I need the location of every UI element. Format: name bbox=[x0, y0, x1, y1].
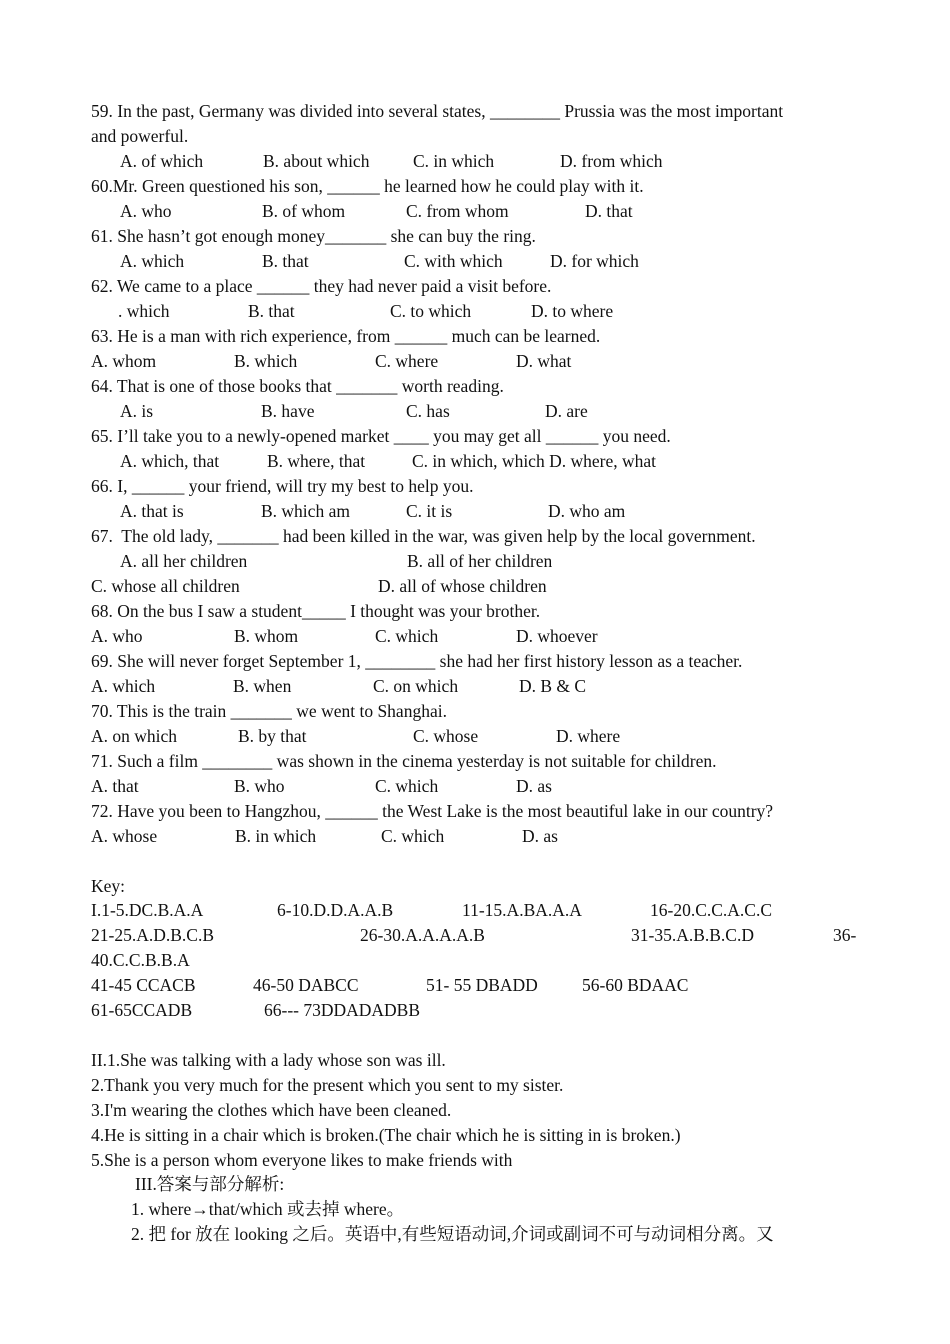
option-a: A. of which bbox=[120, 151, 204, 171]
option-d: D. B & C bbox=[519, 676, 587, 696]
section3-title-line bbox=[0, 1172, 950, 1197]
question-59-continued bbox=[0, 124, 950, 149]
question-text: 66. I, ______ your friend, will try my best to help you. bbox=[91, 476, 474, 496]
option-b: B. when bbox=[233, 676, 292, 696]
option-c: C. to which bbox=[390, 301, 472, 321]
key-row-5 bbox=[0, 998, 950, 1023]
option-cd: C. in which, which D. where, what bbox=[412, 451, 656, 471]
question-text-continued: and powerful. bbox=[91, 126, 189, 146]
options-61 bbox=[0, 249, 950, 274]
key-row-4 bbox=[0, 973, 950, 998]
question-text: 61. She hasn’t got enough money_______ she can buy the ring. bbox=[91, 226, 536, 246]
key-title bbox=[0, 874, 950, 899]
explanation-text: 1. where→that/which 或去掉 where。 bbox=[131, 1199, 405, 1219]
option-b: B. about which bbox=[263, 151, 370, 171]
section3-item bbox=[0, 1197, 950, 1222]
option-c: C. which bbox=[381, 826, 445, 846]
options-68 bbox=[0, 624, 950, 649]
options-62 bbox=[0, 299, 950, 324]
key-entry: 51- 55 DBADD bbox=[426, 975, 538, 995]
section2-line bbox=[0, 1123, 950, 1148]
option-c: C. it is bbox=[406, 501, 453, 521]
section2-line bbox=[0, 1098, 950, 1123]
option-d: D. who am bbox=[548, 501, 626, 521]
option-d: D. to where bbox=[531, 301, 614, 321]
key-row-1 bbox=[0, 898, 950, 923]
answer-sentence: 3.I'm wearing the clothes which have been cleaned. bbox=[91, 1100, 452, 1120]
option-d: D. all of whose children bbox=[378, 576, 547, 596]
question-61 bbox=[0, 224, 950, 249]
option-d: D. as bbox=[516, 776, 552, 796]
option-d: D. are bbox=[545, 401, 588, 421]
option-a: A. that bbox=[91, 776, 139, 796]
answer-sentence: 5.She is a person whom everyone likes to make friends with bbox=[91, 1150, 513, 1170]
key-entry: 66--- 73DDADADBB bbox=[264, 1000, 421, 1020]
question-72 bbox=[0, 799, 950, 824]
question-71 bbox=[0, 749, 950, 774]
key-entry: 36- bbox=[833, 925, 857, 945]
question-text: 67. The old lady, _______ had been killed in the war, was given help by the local government. bbox=[91, 526, 756, 546]
option-d: D. that bbox=[585, 201, 633, 221]
options-59 bbox=[0, 149, 950, 174]
option-b: B. in which bbox=[235, 826, 317, 846]
section3-item bbox=[0, 1222, 950, 1247]
option-c: C. has bbox=[406, 401, 450, 421]
option-a: A. which bbox=[91, 676, 156, 696]
key-row-3 bbox=[0, 948, 950, 973]
option-b: B. that bbox=[248, 301, 295, 321]
question-text: 65. I’ll take you to a newly-opened market ____ you may get all ______ you need. bbox=[91, 426, 671, 446]
answer-sentence: II.1.She was talking with a lady whose son was ill. bbox=[91, 1050, 446, 1070]
key-entry: 46-50 DABCC bbox=[253, 975, 359, 995]
option-b: B. who bbox=[234, 776, 285, 796]
options-71 bbox=[0, 774, 950, 799]
options-64 bbox=[0, 399, 950, 424]
section2-line bbox=[0, 1148, 950, 1173]
option-b: B. whom bbox=[234, 626, 299, 646]
options-66 bbox=[0, 499, 950, 524]
explanation-text: 2. 把 for 放在 looking 之后。英语中,有些短语动词,介词或副词不可与动词相分离。又 bbox=[131, 1224, 774, 1244]
key-entry: 56-60 BDAAC bbox=[582, 975, 689, 995]
question-text: 72. Have you been to Hangzhou, ______ the West Lake is the most beautiful lake in our country? bbox=[91, 801, 774, 821]
options-65 bbox=[0, 449, 950, 474]
option-a: A. whose bbox=[91, 826, 158, 846]
answer-sentence: 2.Thank you very much for the present which you sent to my sister. bbox=[91, 1075, 564, 1095]
option-c: C. from whom bbox=[406, 201, 509, 221]
section3-title: III.答案与部分解析: bbox=[135, 1174, 285, 1194]
option-c: C. with which bbox=[404, 251, 503, 271]
section2-line bbox=[0, 1073, 950, 1098]
question-64 bbox=[0, 374, 950, 399]
options-67-cd bbox=[0, 574, 950, 599]
option-d: D. for which bbox=[550, 251, 639, 271]
option-b: B. that bbox=[262, 251, 309, 271]
question-59 bbox=[0, 99, 950, 124]
option-d: D. as bbox=[522, 826, 558, 846]
option-a: A. whom bbox=[91, 351, 157, 371]
options-63 bbox=[0, 349, 950, 374]
option-d: D. whoever bbox=[516, 626, 598, 646]
option-a: A. all her children bbox=[120, 551, 248, 571]
options-67-ab bbox=[0, 549, 950, 574]
option-a: A. which, that bbox=[120, 451, 220, 471]
option-c: C. where bbox=[375, 351, 439, 371]
option-a: A. that is bbox=[120, 501, 184, 521]
option-b: B. all of her children bbox=[407, 551, 553, 571]
question-67 bbox=[0, 524, 950, 549]
question-68 bbox=[0, 599, 950, 624]
key-entry: 16-20.C.C.A.C.C bbox=[650, 900, 773, 920]
option-a: A. which bbox=[120, 251, 185, 271]
options-72 bbox=[0, 824, 950, 849]
option-b: B. of whom bbox=[262, 201, 346, 221]
question-text: 64. That is one of those books that _______ worth reading. bbox=[91, 376, 504, 396]
option-a: A. who bbox=[120, 201, 172, 221]
question-text: 70. This is the train _______ we went to Shanghai. bbox=[91, 701, 447, 721]
question-66 bbox=[0, 474, 950, 499]
key-entry: 11-15.A.BA.A.A bbox=[462, 900, 582, 920]
key-entry: 21-25.A.D.B.C.B bbox=[91, 925, 214, 945]
option-c: C. in which bbox=[413, 151, 495, 171]
question-text: 71. Such a film ________ was shown in the cinema yesterday is not suitable for children. bbox=[91, 751, 717, 771]
question-text: 62. We came to a place ______ they had never paid a visit before. bbox=[91, 276, 552, 296]
option-b: B. which am bbox=[261, 501, 350, 521]
option-c: C. whose all children bbox=[91, 576, 240, 596]
option-c: C. which bbox=[375, 776, 439, 796]
option-b: B. have bbox=[261, 401, 315, 421]
question-text: 68. On the bus I saw a student_____ I thought was your brother. bbox=[91, 601, 541, 621]
options-69 bbox=[0, 674, 950, 699]
question-text: 69. She will never forget September 1, ________ she had her first history lesson as a teacher. bbox=[91, 651, 743, 671]
option-c: C. on which bbox=[373, 676, 459, 696]
option-c: C. whose bbox=[413, 726, 479, 746]
option-b: B. where, that bbox=[267, 451, 366, 471]
option-b: B. which bbox=[234, 351, 298, 371]
question-text: 63. He is a man with rich experience, from ______ much can be learned. bbox=[91, 326, 601, 346]
option-c: C. which bbox=[375, 626, 439, 646]
section2-line bbox=[0, 1048, 950, 1073]
key-entry: 31-35.A.B.B.C.D bbox=[631, 925, 754, 945]
question-63 bbox=[0, 324, 950, 349]
option-d: D. where bbox=[556, 726, 621, 746]
key-entry: 40.C.C.B.B.A bbox=[91, 950, 190, 970]
option-d: D. what bbox=[516, 351, 572, 371]
key-heading: Key: bbox=[91, 876, 126, 896]
question-70 bbox=[0, 699, 950, 724]
options-60 bbox=[0, 199, 950, 224]
key-entry: 61-65CCADB bbox=[91, 1000, 193, 1020]
key-entry: 41-45 CCACB bbox=[91, 975, 196, 995]
key-entry: I.1-5.DC.B.A.A bbox=[91, 900, 204, 920]
question-62 bbox=[0, 274, 950, 299]
question-69 bbox=[0, 649, 950, 674]
option-d: D. from which bbox=[560, 151, 663, 171]
options-70 bbox=[0, 724, 950, 749]
question-65 bbox=[0, 424, 950, 449]
key-entry: 26-30.A.A.A.A.B bbox=[360, 925, 485, 945]
answer-sentence: 4.He is sitting in a chair which is broken.(The chair which he is sitting in is broken.) bbox=[91, 1125, 681, 1145]
option-a: A. on which bbox=[91, 726, 178, 746]
question-text: 59. In the past, Germany was divided into several states, ________ Prussia was the most important bbox=[91, 101, 784, 121]
option-a: A. who bbox=[91, 626, 143, 646]
option-b: B. by that bbox=[238, 726, 307, 746]
question-60 bbox=[0, 174, 950, 199]
key-row-2 bbox=[0, 923, 950, 948]
question-text: 60.Mr. Green questioned his son, ______ he learned how he could play with it. bbox=[91, 176, 644, 196]
option-a: . which bbox=[118, 301, 170, 321]
option-a: A. is bbox=[120, 401, 154, 421]
key-entry: 6-10.D.D.A.A.B bbox=[277, 900, 394, 920]
